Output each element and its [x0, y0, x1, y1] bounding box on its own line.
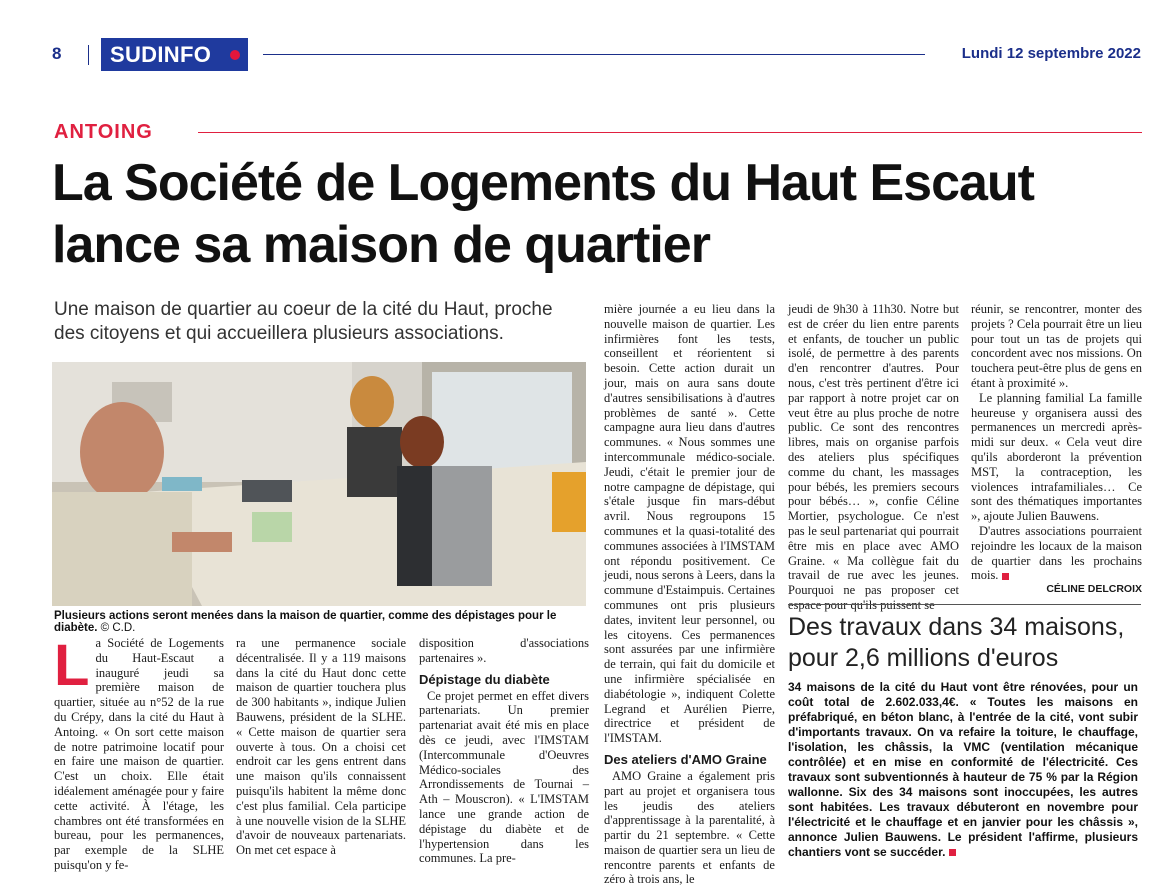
drop-cap: L [54, 633, 90, 698]
column-4-text-b: AMO Graine a également pris part au projet et organisera tous les jeudis des ateliers d'apprentissage à la parentalité, à partir du 21 septembre. « Cette maison de quartier sera un lieu de rencontre parents et enfants de zéro à trois ans, le [604, 768, 775, 887]
headline-line-2: lance sa maison de quartier [52, 216, 710, 274]
column-6-text-a: réunir, se rencontrer, monter des projets ? Cela pourrait être un lieu pour tout un tas de projets qui concordent avec nos missions. On touchera peut-être plus de gens en étant à proximité ». [971, 302, 1142, 390]
article-photo [52, 362, 586, 606]
article-column-5 [788, 302, 959, 613]
sidebar-rule [788, 604, 1141, 605]
column-3-text-b: Ce projet permet en effet divers partenariats. Un premier partenariat avait été mis en place dès ce jeudi, avec l'IMSTAM (Intercommunale d'Oeuvres Médico-sociales des Arrondissements de Tournai – Ath – Mouscron). « L'IMSTAM lance une grande action de dépistage du diabète et de l'hypertension dans les communes. La pre- [419, 688, 589, 866]
column-3-text-a: disposition d'associations partenaires ». [419, 636, 589, 665]
article-lead: Une maison de quartier au coeur de la cité du Haut, proche des citoyens et qui accueillera plusieurs associations. [54, 299, 553, 344]
brand-logo [101, 38, 248, 71]
masthead-rule [263, 54, 925, 55]
article-column-6 [971, 302, 1142, 595]
sidebar-end-mark [949, 849, 956, 856]
caption-text: Plusieurs actions seront menées dans la maison de quartier, comme des dépistages pour le diabète. [54, 610, 557, 634]
logo-dot [230, 50, 240, 60]
subhead-amo-graine: Des ateliers d'AMO Graine [604, 751, 767, 767]
section-label: ANTOING [54, 121, 153, 143]
article-column-4 [604, 302, 775, 887]
end-mark [1002, 573, 1009, 580]
author-signature: CÉLINE DELCROIX [1046, 583, 1142, 596]
column-4-text-a: mière journée a eu lieu dans la nouvelle maison de quartier. Les infirmières font les tests, conseillent et réorientent si besoin. Cette action durait un jour, mais on aura sans doute d'autres sensibilisations à d'autres problèmes de santé ». Cette campagne aura lieu dans d'autres communes. « Nous sommes une intercommunale médico-sociale. Jeudi, c'était le premier jour de notre campagne de dépistage, qui s'étale jusque fin mars-début avril. Nous regroupons 15 communes et la quasi-totalité des communes associées à l'IMSTAM ont répondu positivement. Ce jeudi, nous serons à Leers, dans la commune d'Estaimpuis. Certaines communes ont pris plusieurs dates, invitent leur personnel, ou les citoyens. Ces permanences sont assurées par une infirmière de terrain, qui fait du domicile et une infirmière spécialisée en diabétologie », indiquent Colette Legrand et Aurélien Pierre, directrice et président de l'IMSTAM. [604, 302, 775, 746]
brand-name: SUDINFO [110, 41, 212, 67]
sidebar-body [788, 680, 1138, 860]
sidebar-title: Des travaux dans 34 maisons, pour 2,6 millions d'euros [788, 613, 1125, 672]
article-column-1 [54, 633, 224, 873]
issue-date: Lundi 12 septembre 2022 [961, 45, 1141, 62]
photo-illustration [52, 362, 586, 606]
column-6-text-b: Le planning familial La famille heureuse y organisera aussi des permanences un mercredi après-midi sur deux. « Cela veut dire qu'ils aborderont la prévention MST, la contraception, les violences intrafamiliales… Ce sont des thématiques importantes », ajoute Julien Bauwens. [971, 390, 1142, 524]
headline-line-1: La Société de Logements du Haut Escaut [52, 154, 1034, 212]
subhead-depistage: Dépistage du diabète [419, 671, 550, 687]
headline [52, 152, 1162, 276]
article-column-3 [419, 636, 589, 866]
article-column-2 [236, 636, 406, 858]
masthead-divider [88, 45, 89, 65]
sidebar-text: 34 maisons de la cité du Haut vont être rénovées, pour un coût total de 2.602.033,4€. « Toutes les maisons en préfabriqué, en béton blanc, à l'entrée de la cité, vont subir d'importants travaux. On va refaire la toiture, le chauffage, l'isolation, les châssis, la VMC (ventilation mécanique contrôlée) et en mise en conformité de l'électricité. Ces travaux sont subventionnés à hauteur de 75 % par la Région wallonne. Six des 34 maisons sont inoccupées, les autres sont habitées. Les travaux débuteront en novembre pour l'électricité et le chauffage et en janvier pour les châssis », annonce Julien Bauwens. Le président l'affirme, plusieurs chantiers vont se succéder. [788, 680, 1138, 859]
column-6-text-c: D'autres associations pourraient rejoindre les locaux de la maison de quartier dans les prochains mois. [971, 523, 1142, 583]
photo-credit: © C.D. [100, 622, 136, 634]
photo-caption [54, 610, 588, 634]
column-1-text: a Société de Logements du Haut-Escaut a inauguré jeudi sa première maison de quartier, située au n°52 de la rue du Crépy, dans la cité du Haut à Antoing. « On sort cette maison de notre patrimoine locatif pour en faire une maison de quartier. C'est un choix. Elle était idéalement aménagée pour y faire cette activité. À l'étage, les chambres ont été transformées en bureau, pour les permanences, par exemple de la SLHE puisqu'on y fe- [54, 636, 224, 872]
column-2-text: ra une permanence sociale décentralisée. Il y a 119 maisons dans la cité du Haut donc cette maison de quartier touchera plus de 300 habitants », indique Julien Bauwens, président de la SLHE. « Cette maison de quartier sera ouverte à tous. On a choisi cet endroit car les gens entrent dans une maison qu'ils connaissent puisqu'ils habitent la même donc c'est plus familial. Cela participe à une nouvelle vision de la SLHE d'avoir de nouveaux partenariats. On met cet espace à [236, 636, 406, 858]
page-number: 8 [52, 44, 62, 63]
column-5-text: jeudi de 9h30 à 11h30. Notre but est de créer du lien entre parents et enfants, de toucher un public isolé, de permettre à des parents d'en rencontrer d'autres. Pour nous, c'est très pertinent d'être ici par rapport à notre projet car on veut être au plus proche de notre public. Ce sont des rencontres libres, mais on organise parfois des ateliers plus spécifiques comme du chant, les massages pour bébés, les premiers secours pour bébés… », confie Céline Mortier, psychologue. Ce n'est pas le seul partenariat qui pourrait être mis en place avec AMO Graine. « Ma collègue fait du travail de rue avec les jeunes. Pourquoi ne pas proposer cet [788, 302, 959, 598]
section-rule [198, 132, 1142, 133]
